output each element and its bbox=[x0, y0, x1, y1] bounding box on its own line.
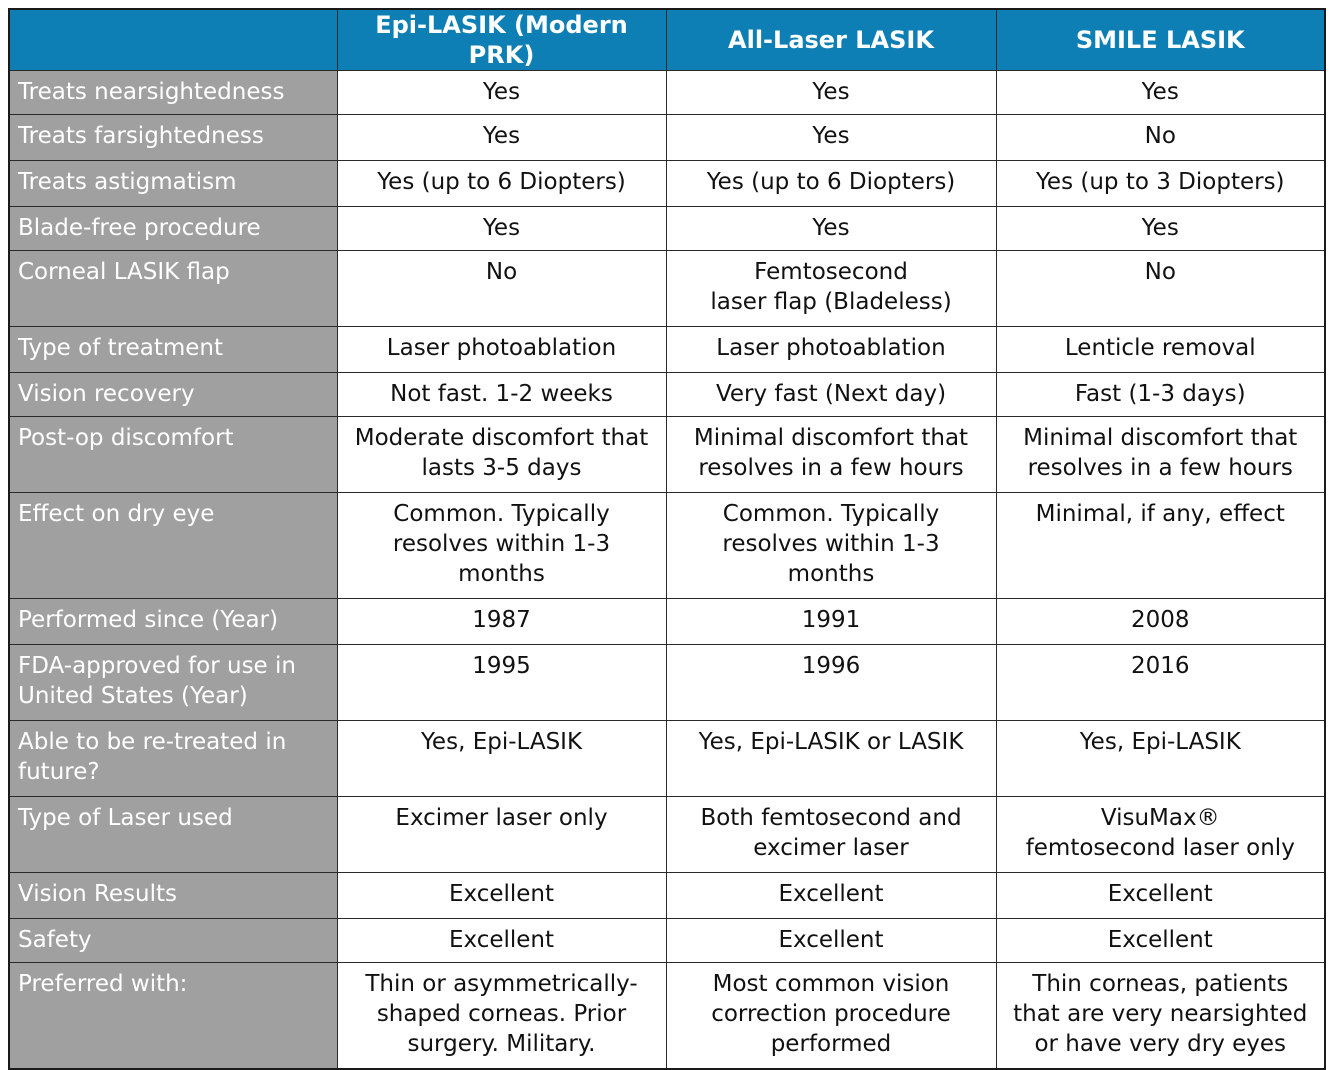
table-row bbox=[9, 599, 1325, 645]
table-row bbox=[9, 207, 1325, 251]
table-row bbox=[9, 963, 1325, 1069]
header-row bbox=[9, 9, 1325, 71]
row-label: Corneal LASIK flap bbox=[9, 251, 337, 327]
table-cell: VisuMax® femtosecond laser only bbox=[996, 797, 1325, 873]
table-row bbox=[9, 721, 1325, 797]
table-cell: 1991 bbox=[666, 599, 996, 645]
table-cell: Yes bbox=[337, 115, 666, 161]
table-cell: Minimal discomfort that resolves in a few hours bbox=[996, 417, 1325, 493]
table-row bbox=[9, 373, 1325, 417]
row-label: Effect on dry eye bbox=[9, 493, 337, 599]
table-cell: Yes, Epi-LASIK bbox=[996, 721, 1325, 797]
row-label: Treats nearsightedness bbox=[9, 71, 337, 115]
table-cell: Yes bbox=[337, 71, 666, 115]
table-cell: Common. Typically resolves within 1-3 months bbox=[666, 493, 996, 599]
table-cell: No bbox=[996, 115, 1325, 161]
table-cell: Laser photoablation bbox=[666, 327, 996, 373]
table-cell: Thin or asymmetrically- shaped corneas. Prior surgery. Military. bbox=[337, 963, 666, 1069]
table-cell: Common. Typically resolves within 1-3 months bbox=[337, 493, 666, 599]
row-label: Treats farsightedness bbox=[9, 115, 337, 161]
table-row bbox=[9, 115, 1325, 161]
table-cell: No bbox=[337, 251, 666, 327]
table-cell: Yes, Epi-LASIK bbox=[337, 721, 666, 797]
table-row bbox=[9, 71, 1325, 115]
table-cell: Excimer laser only bbox=[337, 797, 666, 873]
table-cell: Yes (up to 3 Diopters) bbox=[996, 161, 1325, 207]
table-cell: Excellent bbox=[666, 919, 996, 963]
comparison-table bbox=[8, 8, 1326, 1070]
row-label: Blade-free procedure bbox=[9, 207, 337, 251]
table-cell: Fast (1-3 days) bbox=[996, 373, 1325, 417]
row-label: Vision recovery bbox=[9, 373, 337, 417]
table-row bbox=[9, 161, 1325, 207]
table-cell: Very fast (Next day) bbox=[666, 373, 996, 417]
table-cell: Most common vision correction procedure performed bbox=[666, 963, 996, 1069]
table-body bbox=[9, 71, 1325, 1069]
table-cell: Laser photoablation bbox=[337, 327, 666, 373]
table-cell: Yes, Epi-LASIK or LASIK bbox=[666, 721, 996, 797]
table-cell: Yes bbox=[337, 207, 666, 251]
row-label: Safety bbox=[9, 919, 337, 963]
table-cell: Yes bbox=[666, 207, 996, 251]
row-label: Vision Results bbox=[9, 873, 337, 919]
table-cell: Yes bbox=[666, 115, 996, 161]
table-cell: Not fast. 1-2 weeks bbox=[337, 373, 666, 417]
table-row bbox=[9, 417, 1325, 493]
table-cell: 1996 bbox=[666, 645, 996, 721]
table-cell: Excellent bbox=[996, 919, 1325, 963]
table-cell: Yes bbox=[996, 207, 1325, 251]
table-cell: Yes bbox=[996, 71, 1325, 115]
row-label: Post-op discomfort bbox=[9, 417, 337, 493]
table-cell: Moderate discomfort that lasts 3-5 days bbox=[337, 417, 666, 493]
table-row bbox=[9, 645, 1325, 721]
row-label: Preferred with: bbox=[9, 963, 337, 1069]
table-cell: Femtosecond laser flap (Bladeless) bbox=[666, 251, 996, 327]
table-cell: Excellent bbox=[337, 873, 666, 919]
table-row bbox=[9, 251, 1325, 327]
table-row bbox=[9, 873, 1325, 919]
table-cell: Minimal, if any, effect bbox=[996, 493, 1325, 599]
row-label: Type of Laser used bbox=[9, 797, 337, 873]
row-label: Type of treatment bbox=[9, 327, 337, 373]
table-cell: 2016 bbox=[996, 645, 1325, 721]
table-cell: Excellent bbox=[996, 873, 1325, 919]
row-label: Able to be re-treated in future? bbox=[9, 721, 337, 797]
table-cell: Yes (up to 6 Diopters) bbox=[337, 161, 666, 207]
table-cell: Excellent bbox=[337, 919, 666, 963]
table-cell: No bbox=[996, 251, 1325, 327]
row-label: FDA-approved for use in United States (Year) bbox=[9, 645, 337, 721]
table-row bbox=[9, 493, 1325, 599]
table-row bbox=[9, 327, 1325, 373]
table-cell: Yes (up to 6 Diopters) bbox=[666, 161, 996, 207]
row-label: Treats astigmatism bbox=[9, 161, 337, 207]
table-cell: 1995 bbox=[337, 645, 666, 721]
table-cell: Minimal discomfort that resolves in a few hours bbox=[666, 417, 996, 493]
comparison-table-container bbox=[8, 8, 1326, 1070]
table-cell: Thin corneas, patients that are very nearsighted or have very dry eyes bbox=[996, 963, 1325, 1069]
table-cell: Both femtosecond and excimer laser bbox=[666, 797, 996, 873]
column-header-smile-lasik: SMILE LASIK bbox=[996, 9, 1325, 71]
table-cell: 2008 bbox=[996, 599, 1325, 645]
column-header-epi-lasik: Epi-LASIK (Modern PRK) bbox=[337, 9, 666, 71]
table-row bbox=[9, 797, 1325, 873]
row-label: Performed since (Year) bbox=[9, 599, 337, 645]
table-cell: Lenticle removal bbox=[996, 327, 1325, 373]
table-cell: Yes bbox=[666, 71, 996, 115]
table-cell: Excellent bbox=[666, 873, 996, 919]
header-corner-cell bbox=[9, 9, 337, 71]
table-row bbox=[9, 919, 1325, 963]
column-header-all-laser-lasik: All-Laser LASIK bbox=[666, 9, 996, 71]
table-header bbox=[9, 9, 1325, 71]
table-cell: 1987 bbox=[337, 599, 666, 645]
